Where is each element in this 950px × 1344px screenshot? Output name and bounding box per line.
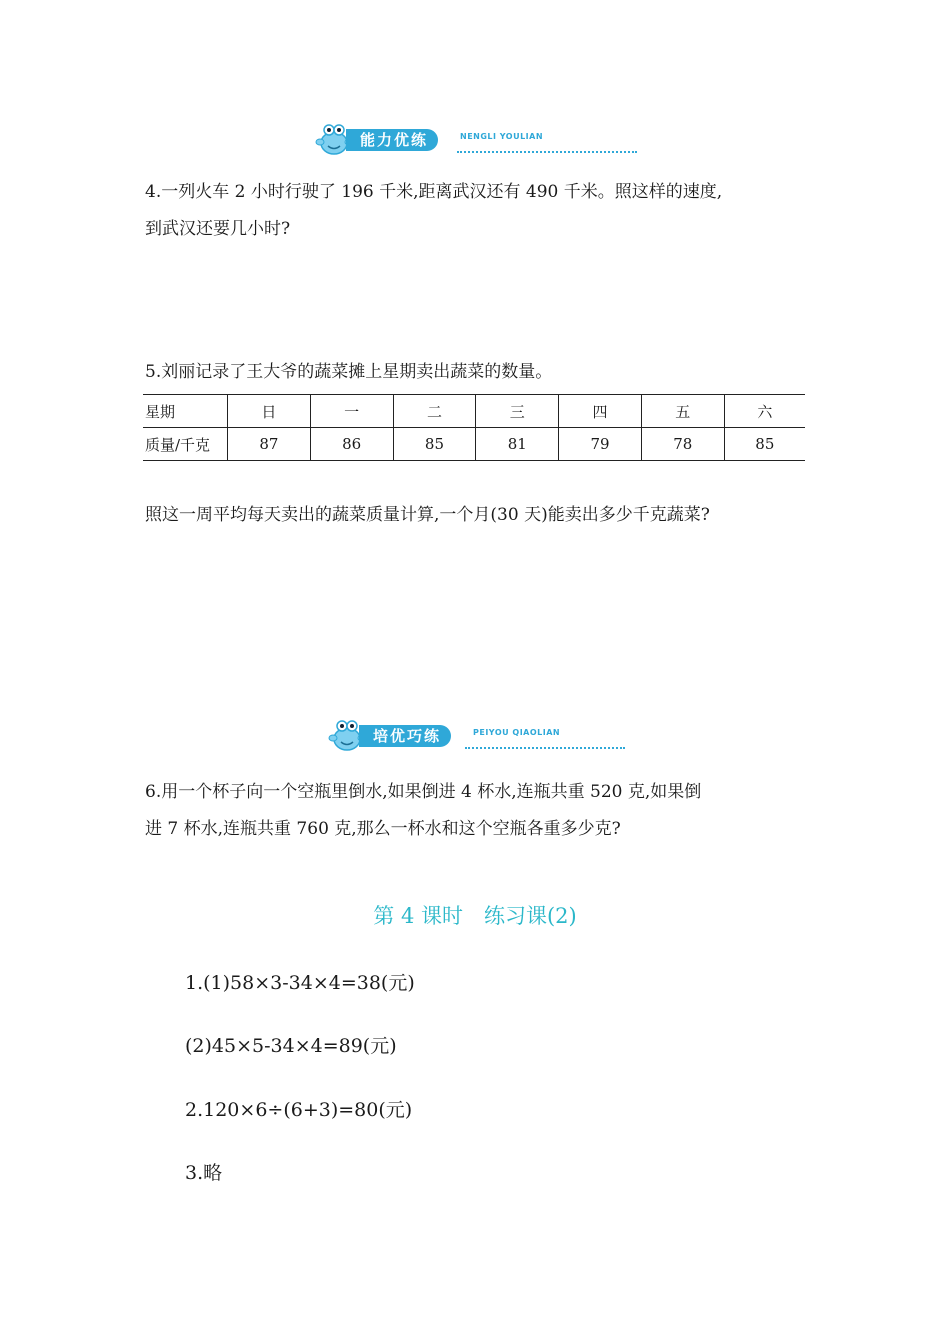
table-cell: 质量/千克 [143, 428, 228, 461]
banner-divider [465, 747, 625, 749]
banner-divider [457, 151, 637, 153]
table-cell: 一 [310, 395, 393, 428]
question-5-text: 照这一周平均每天卖出的蔬菜质量计算,一个月(30 天)能卖出多少千克蔬菜? [145, 505, 710, 525]
question-6-line2: 进 7 杯水,连瓶共重 760 克,那么一杯水和这个空瓶各重多少克? [145, 819, 621, 839]
table-cell: 三 [476, 395, 559, 428]
answer-2: 2.120×6÷(6+3)=80(元) [185, 1099, 413, 1121]
table-cell: 85 [724, 428, 805, 461]
answer-1-2: (2)45×5-34×4=89(元) [185, 1035, 397, 1057]
question-4-line1: 4.一列火车 2 小时行驶了 196 千米,距离武汉还有 490 千米。照这样的速度, [145, 182, 723, 202]
banner-title: 能力优练 [346, 129, 438, 151]
question-6-line1: 6.用一个杯子向一个空瓶里倒水,如果倒进 4 杯水,连瓶共重 520 克,如果倒 [145, 782, 702, 802]
table-cell: 星期 [143, 395, 228, 428]
banner-title: 培优巧练 [359, 725, 451, 747]
table-cell: 六 [724, 395, 805, 428]
table-cell: 二 [393, 395, 476, 428]
question-5-intro: 5.刘丽记录了王大爷的蔬菜摊上星期卖出蔬菜的数量。 [145, 362, 553, 382]
question-4-line2: 到武汉还要几小时? [145, 219, 291, 239]
table-header-row [143, 395, 805, 428]
table-cell: 日 [228, 395, 311, 428]
table-cell: 四 [559, 395, 642, 428]
banner-pinyin: PEIYOU QIAOLIAN [473, 728, 561, 737]
table-row [143, 428, 805, 461]
table-cell: 85 [393, 428, 476, 461]
banner-pinyin: NENGLI YOULIAN [460, 132, 544, 141]
section-banner-peiyou [325, 714, 625, 754]
table-cell: 87 [228, 428, 311, 461]
vegetable-sales-table [143, 394, 805, 461]
table-cell: 五 [641, 395, 724, 428]
table-cell: 78 [641, 428, 724, 461]
table-cell: 81 [476, 428, 559, 461]
section-banner-nengli [312, 118, 638, 158]
answer-3: 3.略 [185, 1162, 223, 1184]
table-cell: 79 [559, 428, 642, 461]
table-cell: 86 [310, 428, 393, 461]
lesson-title: 第 4 课时 练习课(2) [373, 904, 577, 928]
answer-1-1: 1.(1)58×3-34×4=38(元) [185, 972, 415, 994]
